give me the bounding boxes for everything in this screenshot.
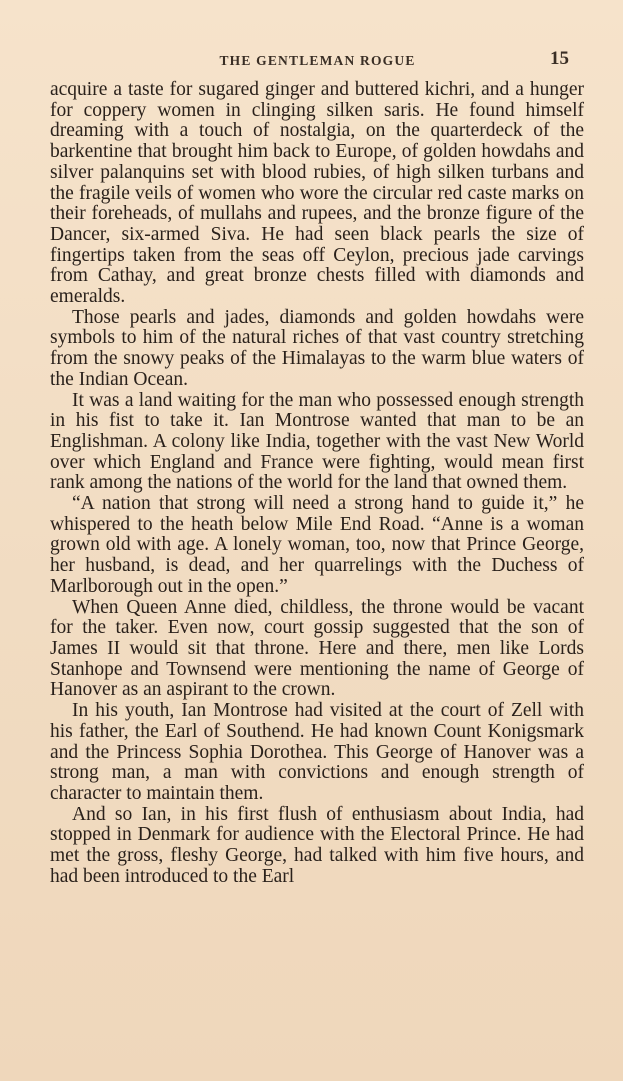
paragraph: It was a land waiting for the man who possessed enough strength in his fist to take it. Ian Montrose wanted that man to be an Englishman. A colony like India, together with the vast New World over which England and France were fighting, would mean first rank among the nations of the world for the land that owned them. — [50, 389, 584, 494]
paragraph: “A nation that strong will need a strong hand to guide it,” he whispered to the heath below Mile End Road. “Anne is a woman grown old with age. A lonely woman, too, now that Prince George, her husband, is dead, and her quarrelings with the Duchess of Marlborough out in the open.” — [50, 493, 584, 597]
body-text — [50, 80, 584, 887]
page-number: 15 — [550, 48, 569, 69]
page-header — [48, 48, 587, 72]
paragraph: In his youth, Ian Montrose had visited at the court of Zell with his father, the Earl of Southend. He had known Count Konigsmark and the Princess Sophia Dorothea. This George of Hanover was a strong man, a man with convictions and enough strength of character to maintain them. — [50, 700, 584, 804]
paragraph: And so Ian, in his first flush of enthusiasm about India, had stopped in Denmark for audience with the Electoral Prince. He had met the gross, fleshy George, had talked with him five hours, and had been introduced to the Earl — [50, 803, 584, 887]
paragraph: When Queen Anne died, childless, the throne would be vacant for the taker. Even now, court gossip suggested that the son of James II would sit that throne. Here and there, men like Lords Stanhope and Townsend were mentioning the name of George of Hanover as an aspirant to the crown. — [50, 596, 584, 701]
paragraph: acquire a taste for sugared ginger and buttered kichri, and a hunger for coppery women in clinging silken saris. He found himself dreaming with a touch of nostalgia, on the quarterdeck of the barkentine that brought him back to Europe, of golden howdahs and silver palanquins set with blood rubies, of high silken turbans and the fragile veils of women who wore the circular red caste marks on their foreheads, of mullahs and rupees, and the bronze figure of the Dancer, six-armed Siva. He had seen black pearls the size of fingertips taken from the seas off Ceylon, precious jade carvings from Cathay, and great bronze chests filled with diamonds and emeralds. — [50, 79, 584, 308]
running-title: THE GENTLEMAN ROGUE — [219, 53, 416, 68]
paragraph: Those pearls and jades, diamonds and golden howdahs were symbols to him of the natural riches of that vast country stretching from the snowy peaks of the Himalayas to the warm blue waters of the Indian Ocean. — [50, 306, 584, 390]
